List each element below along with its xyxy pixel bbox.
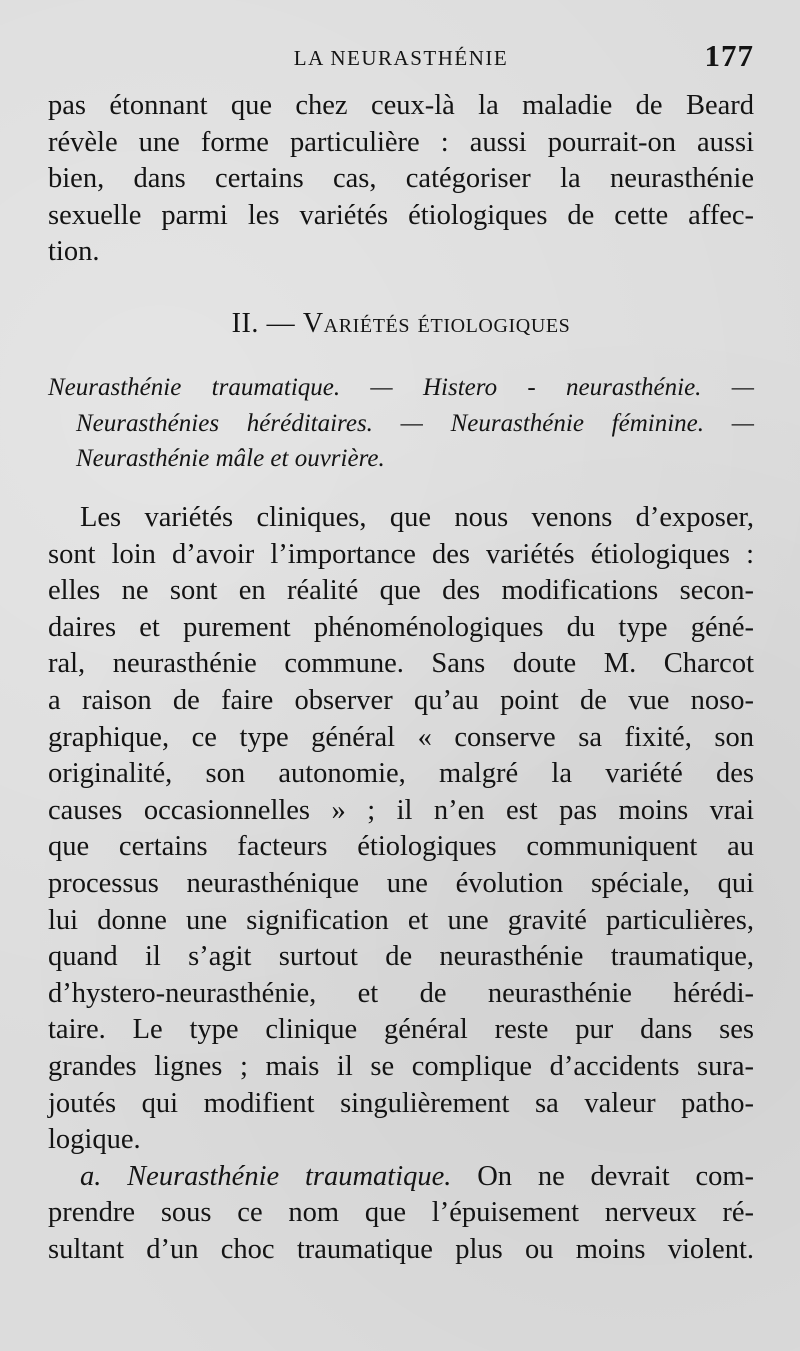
- section-heading: [48, 308, 754, 340]
- running-title: LA NEURASTHÉNIE: [293, 46, 509, 70]
- text-line: taire. Le type clinique général reste pur dans ses: [48, 1014, 754, 1046]
- text-line: révèle une forme particulière : aussi pourrait-on aussi: [48, 126, 754, 158]
- text-line: d’hystero-neurasthénie, et de neurasthénie hérédi-: [48, 977, 754, 1009]
- text-line: joutés qui modifient singulièrement sa valeur patho-: [48, 1087, 754, 1119]
- text-line: a raison de faire observer qu’au point de vue noso-: [48, 684, 754, 716]
- subsection-lead-line: [48, 1159, 754, 1196]
- subsection-title: a. Neurasthénie traumatique.: [80, 1160, 452, 1192]
- text-line: quand il s’agit surtout de neurasthénie traumatique,: [48, 941, 754, 973]
- text-line: pas étonnant que chez ceux-là la maladie de Beard: [48, 90, 754, 121]
- page-number: 177: [704, 38, 754, 73]
- text-line: graphique, ce type général « conserve sa fixité, son: [48, 721, 754, 753]
- text-line: daires et purement phénoménologiques du type géné-: [48, 611, 754, 643]
- subsection-lead-text: On ne devrait com-: [477, 1160, 755, 1192]
- text-line: que certains facteurs étiologiques communiquent au: [48, 831, 754, 863]
- text-line: Les variétés cliniques, que nous venons d’exposer,: [80, 502, 754, 533]
- text-line: prendre sous ce nom que l’épuisement nerveux ré-: [48, 1197, 754, 1229]
- text-line: causes occasionnelles » ; il n’en est pas moins vrai: [48, 794, 754, 826]
- text-line: sultant d’un choc traumatique plus ou moins violent.: [48, 1233, 754, 1265]
- text-line: lui donne une signification et une gravité particulières,: [48, 904, 754, 936]
- summary-line: Neurasthénie mâle et ouvrière.: [76, 445, 385, 472]
- text-line: originalité, son autonomie, malgré la variété des: [48, 758, 754, 790]
- section-number: II. —: [231, 308, 296, 339]
- summary-line: Neurasthénie traumatique. — Histero - neurasthénie. —: [48, 374, 754, 401]
- text-line: sexuelle parmi les variétés étiologiques de cette affec-: [48, 199, 754, 231]
- text-line: elles ne sont en réalité que des modifications secon-: [48, 575, 754, 607]
- section-summary: [48, 370, 754, 477]
- section-title: Variétés étiologiques: [302, 308, 571, 339]
- summary-line: Neurasthénies héréditaires. — Neurasthénie féminine. —: [76, 409, 754, 437]
- text-line: tion.: [48, 236, 100, 268]
- text-line: logique.: [48, 1124, 141, 1156]
- text-line: sont loin d’avoir l’importance des variétés étiologiques :: [48, 538, 754, 570]
- text-line: processus neurasthénique une évolution spéciale, qui: [48, 867, 754, 899]
- paragraph-clinical-varieties: [48, 500, 754, 1268]
- text-line: ral, neurasthénie commune. Sans doute M. Charcot: [48, 648, 754, 680]
- text-line: grandes lignes ; mais il se complique d’accidents sura-: [48, 1050, 754, 1082]
- running-head: [48, 38, 754, 78]
- text-line: bien, dans certains cas, catégoriser la neurasthénie: [48, 163, 754, 195]
- paragraph-continuation: [48, 88, 754, 271]
